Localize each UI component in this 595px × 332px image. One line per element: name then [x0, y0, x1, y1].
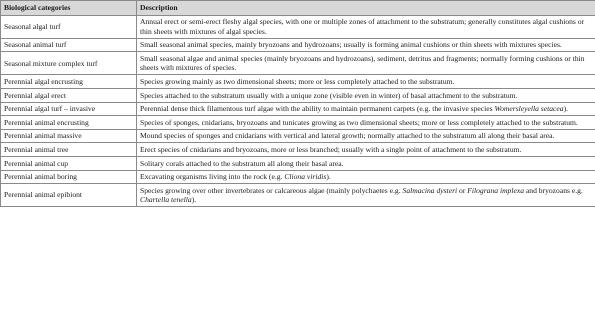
table-row — [1, 116, 595, 130]
description-cell — [137, 170, 595, 184]
category-cell: Perennial animal encrusting — [1, 116, 137, 130]
category-cell: Perennial animal tree — [1, 143, 137, 157]
species-name: Womersleyella setacea — [494, 104, 564, 114]
description-cell — [137, 184, 595, 207]
header-biological-categories: Biological categories — [1, 1, 137, 16]
description-cell — [137, 156, 595, 170]
description-cell — [137, 15, 595, 38]
description-cell — [137, 143, 595, 157]
category-cell: Seasonal mixture complex turf — [1, 52, 137, 75]
description-text: Annual erect or semi-erect fleshy algal species, with one or multiple zones of attachment to the substratum; generally constitutes algal cushions or thin sheets with mixtures of algal species. — [140, 17, 585, 36]
species-name: Filograna implexa — [467, 185, 524, 195]
description-text: and bryozoans e.g. — [524, 185, 583, 195]
category-cell: Seasonal algal turf — [1, 15, 137, 38]
description-text: Perennial dense thick filamentous turf algae with the ability to maintain permanent carpets (e.g. the invasive species — [140, 104, 495, 114]
category-cell: Perennial algal erect — [1, 88, 137, 102]
description-text: Small seasonal algae and animal species (mainly bryozoans and hydrozoans), sediment, detritus and fragments; normally forming cushions or thin sheets with mixtures of species. — [140, 53, 585, 73]
description-cell — [137, 52, 595, 75]
description-text: ). — [191, 195, 197, 205]
description-text: Species of sponges, cnidarians, bryozoans and tunicates growing as two dimensional sheets; more or less completely attached to the substratum. — [140, 117, 578, 127]
description-text: Solitary corals attached to the substratum all along their basal area. — [140, 158, 344, 168]
table-body — [1, 15, 595, 206]
description-text: Species attached to the substratum usually with a unique zone (visible even in winter) of basal attachment to the substratum. — [140, 90, 518, 100]
category-cell: Perennial algal turf – invasive — [1, 102, 137, 116]
table-row — [1, 75, 595, 89]
description-text: Mound species of sponges and cnidarians with vertical and lateral growth; normally attached to the substratum all along their basal area. — [140, 131, 555, 141]
species-name: Cliona viridis — [284, 172, 327, 182]
description-text: Species growing over other invertebrates or calcareous algae (mainly polychaetes e.g. — [140, 185, 403, 195]
header-description: Description — [137, 1, 595, 16]
table-row — [1, 88, 595, 102]
description-cell — [137, 88, 595, 102]
description-cell — [137, 75, 595, 89]
category-cell: Perennial animal boring — [1, 170, 137, 184]
description-text: or — [457, 185, 468, 195]
category-cell: Seasonal animal turf — [1, 38, 137, 52]
table-row — [1, 184, 595, 207]
description-text: Species growing mainly as two dimensional sheets; more or less completely attached to the substratum. — [140, 76, 455, 86]
description-text: Excavating organisms living into the rock (e.g. — [140, 172, 285, 182]
category-cell: Perennial animal cup — [1, 156, 137, 170]
table-row — [1, 15, 595, 38]
table-row — [1, 38, 595, 52]
species-name: Salmacina dysteri — [402, 185, 458, 195]
description-cell — [137, 116, 595, 130]
description-text: ). — [563, 104, 569, 114]
table-row — [1, 156, 595, 170]
species-name: Chartella tenella — [140, 195, 192, 205]
category-cell: Perennial animal epibiont — [1, 184, 137, 207]
table-row — [1, 129, 595, 143]
category-cell: Perennial algal encrusting — [1, 75, 137, 89]
description-text: Erect species of cnidarians and bryozoans, more or less branched; usually with a single point of attachment to the substratum. — [140, 144, 522, 154]
description-cell — [137, 129, 595, 143]
table-row — [1, 143, 595, 157]
description-cell — [137, 38, 595, 52]
description-cell — [137, 102, 595, 116]
table-row — [1, 170, 595, 184]
description-text: ). — [326, 172, 331, 182]
category-cell: Perennial animal massive — [1, 129, 137, 143]
table-header-row — [1, 1, 595, 16]
table-row — [1, 102, 595, 116]
description-text: Small seasonal animal species, mainly bryozoans and hydrozoans; usually is forming animal cushions or thin sheets with mixtures species. — [140, 40, 562, 50]
table-row — [1, 52, 595, 75]
